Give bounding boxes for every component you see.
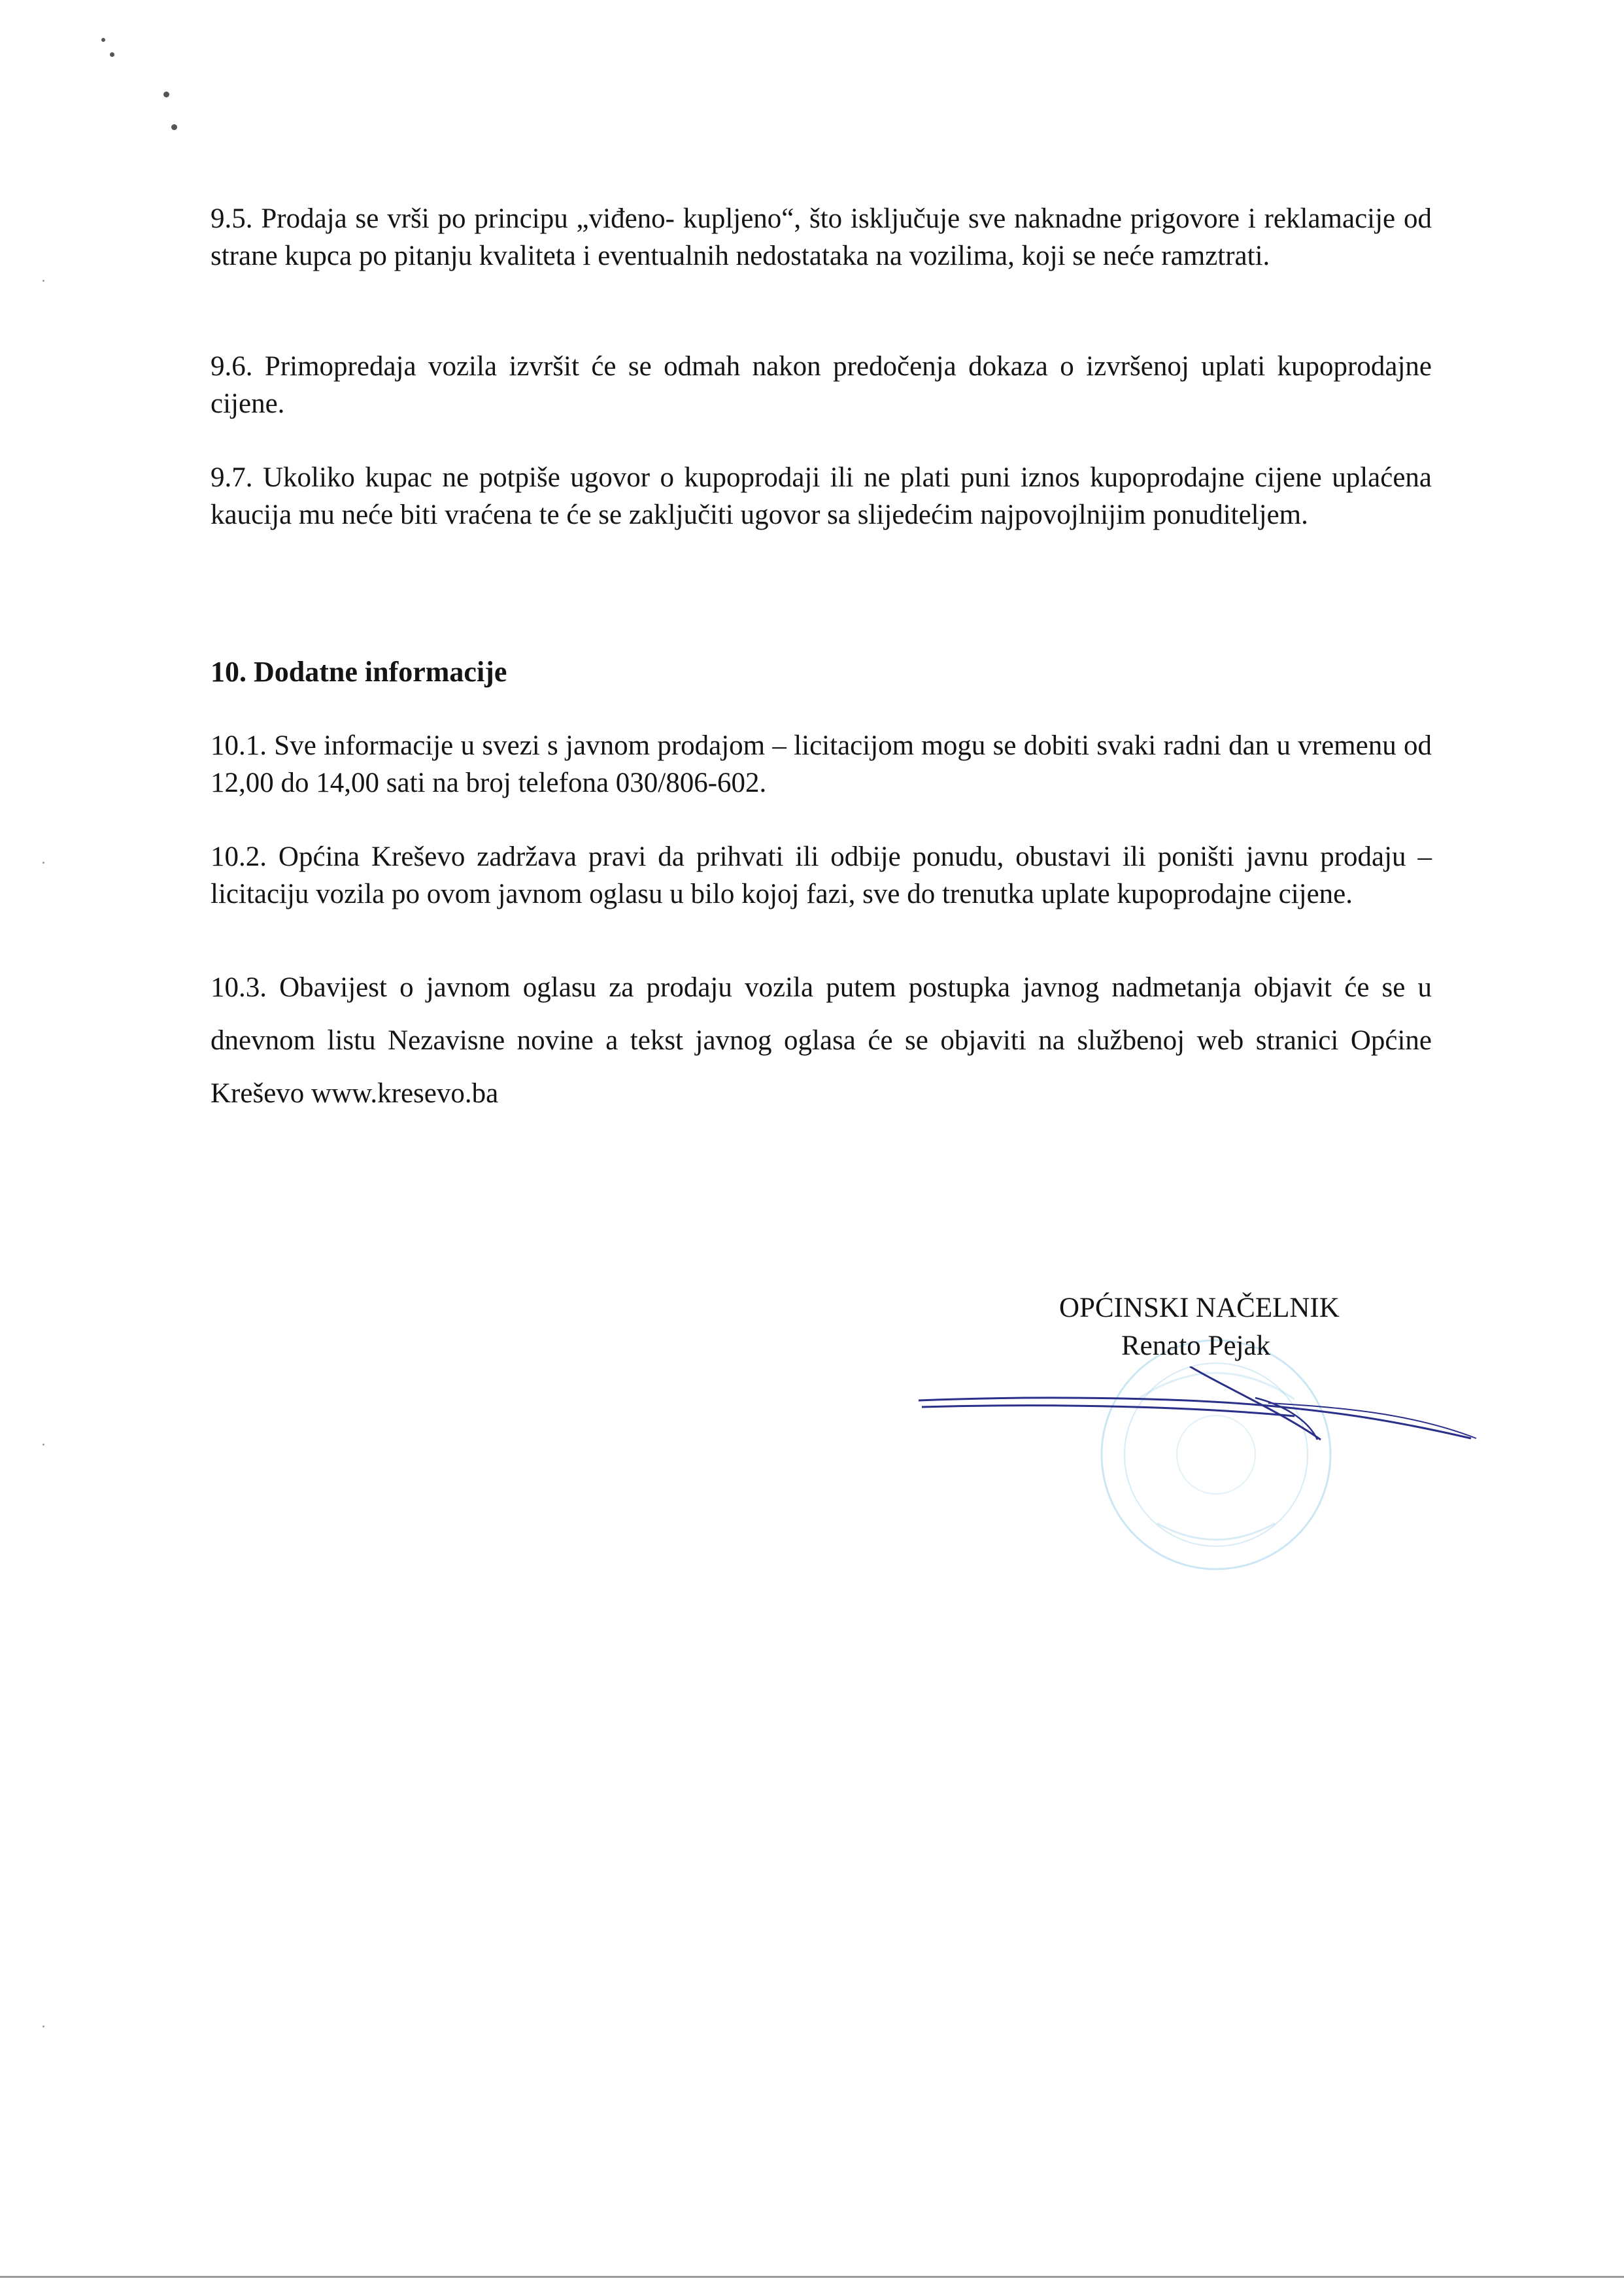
scan-speck [163,92,169,97]
paragraph-9-7: 9.7. Ukoliko kupac ne potpiše ugovor o kupoprodaji ili ne plati puni iznos kupoprodajne cijene uplaćena kaucija mu neće biti vraćena te će se zaključiti ugovor sa slijedećim najpovojlnijim ponuditeljem. [211,462,1432,530]
scan-speck [42,1444,44,1446]
paragraph-9-5: 9.5. Prodaja se vrši po principu „viđeno- kupljeno“, što isključuje sve naknadne prigovore i reklamacije od strane kupca po pitanju kvaliteta i eventualnih nedostataka na vozilima, koji se neće ramztrati. [211,203,1432,271]
paragraph-10-2: 10.2. Općina Kreševo zadržava pravi da prihvati ili odbije ponudu, obustavi ili poništi javnu prodaju – licitaciju vozila po ovom javnom oglasu u bilo kojoj fazi, sve do trenutka uplate kupoprodajne cijene. [211,841,1432,909]
scan-speck [101,38,105,42]
scan-speck [42,280,44,282]
paragraph-10-3: 10.3. Obavijest o javnom oglasu za prodaju vozila putem postupka javnog nadmetanja objavit će se u dnevnom listu Nezavisne novine a tekst javnog oglasa će se objaviti na službenoj web stranici Općine Kreševo www.kresevo.ba [211,972,1432,1109]
signature-block [1059,1289,1478,1365]
scan-speck [110,52,114,57]
section-heading-10: 10. Dodatne informacije [211,656,507,688]
signature-title: OPĆINSKI NAČELNIK [1059,1293,1340,1323]
signature-name: Renato Pejak [1121,1330,1271,1361]
scan-speck [42,2025,44,2027]
scan-speck [42,862,44,864]
scan-speck [171,124,177,130]
paragraph-9-6: 9.6. Primopredaja vozila izvršit će se odmah nakon predočenja dokaza o izvršenoj uplati kupoprodajne cijene. [211,351,1432,419]
paragraph-10-1: 10.1. Sve informacije u svezi s javnom prodajom – licitacijom mogu se dobiti svaki radni dan u vremenu od 12,00 do 14,00 sati na broj telefona 030/806-602. [211,730,1432,798]
handwritten-signature [915,1366,1478,1465]
scan-bottom-edge [0,2276,1624,2278]
